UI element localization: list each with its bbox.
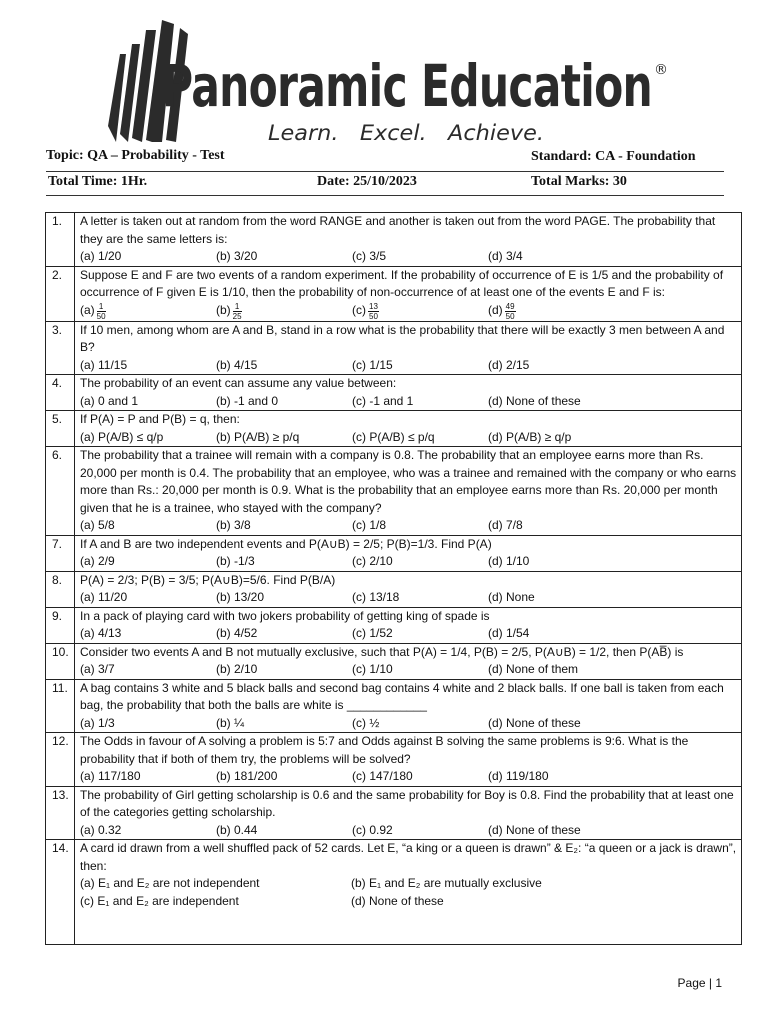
question-body bbox=[75, 447, 742, 536]
question-body bbox=[75, 733, 742, 787]
question-body bbox=[75, 607, 742, 643]
answer-option: (c) 1/52 bbox=[352, 626, 393, 640]
fraction bbox=[97, 302, 106, 321]
answer-option: (b) -1/3 bbox=[216, 554, 255, 568]
answer-option: (a) 2/9 bbox=[80, 554, 115, 568]
question-number: 6. bbox=[46, 447, 75, 536]
question-text: A card id drawn from a well shuffled pack of 52 cards. Let E, “a king or a queen is drawn” & E₂: “a queen or a jack is drawn”, then: bbox=[80, 841, 737, 873]
answer-option: (c) 1/10 bbox=[352, 662, 393, 676]
question-text: The Odds in favour of A solving a problem is 5:7 and Odds against B solving the same problems is 9:6. What is the probability that if both of them try, the problems will be solved? bbox=[80, 734, 689, 766]
question-row bbox=[46, 733, 742, 787]
question-row bbox=[46, 213, 742, 267]
question-text: A bag contains 3 white and 5 black balls and second bag contains 4 white and 2 black balls. If one ball is taken from each bag, the probability that both the balls are white is ____________ bbox=[80, 680, 724, 712]
question-row bbox=[46, 447, 742, 536]
fraction-numerator: 1 bbox=[97, 302, 106, 312]
answer-option: (d) 3/4 bbox=[488, 249, 523, 263]
option-prefix: (a) bbox=[80, 303, 95, 318]
question-number: 9. bbox=[46, 607, 75, 643]
answer-option: (a) 4/13 bbox=[80, 626, 122, 640]
answer-option: (d) None of these bbox=[351, 893, 444, 908]
question-body bbox=[75, 213, 742, 267]
question-body bbox=[75, 786, 742, 840]
option-row bbox=[80, 893, 737, 911]
option-row bbox=[80, 357, 737, 375]
question-row bbox=[46, 786, 742, 840]
question-row bbox=[46, 375, 742, 411]
question-body bbox=[75, 643, 742, 679]
answer-option bbox=[216, 302, 352, 321]
answer-option: (b) 3/20 bbox=[216, 249, 258, 263]
fraction-numerator: 1 bbox=[233, 302, 242, 312]
question-text: The probability of Girl getting scholarship is 0.6 and the same probability for Boy is 0.8. Find the probability that at least one of the categories getting scholarship. bbox=[80, 787, 734, 819]
answer-option: (a) 1/3 bbox=[80, 715, 115, 730]
question-text: P(A) = 2/3; P(B) = 3/5; P(A∪B)=5/6. Find P(B/A) bbox=[80, 572, 336, 587]
question-number: 7. bbox=[46, 535, 75, 571]
answer-option: (a) 3/7 bbox=[80, 662, 115, 676]
question-row bbox=[46, 535, 742, 571]
test-date: Date: 25/10/2023 bbox=[317, 174, 417, 189]
answer-option: (d) 1/54 bbox=[488, 626, 530, 640]
fraction-denominator: 50 bbox=[505, 311, 515, 321]
question-body bbox=[75, 266, 742, 321]
option-prefix: (d) bbox=[488, 303, 503, 318]
brand-logo bbox=[100, 14, 680, 146]
question-body bbox=[75, 571, 742, 607]
option-row bbox=[80, 875, 737, 893]
answer-option: (a) 0.32 bbox=[80, 822, 122, 837]
question-body bbox=[75, 375, 742, 411]
fraction-numerator: 49 bbox=[505, 301, 515, 311]
question-text: In a pack of playing card with two jokers probability of getting king of spade is bbox=[80, 608, 490, 623]
header-divider bbox=[46, 171, 724, 172]
answer-option: (a) 11/20 bbox=[80, 590, 128, 604]
question-body bbox=[75, 840, 742, 945]
answer-option: (d) P(A/B) ≥ q/p bbox=[488, 429, 572, 444]
question-row bbox=[46, 607, 742, 643]
question-number: 13. bbox=[46, 786, 75, 840]
option-prefix: (b) bbox=[216, 303, 231, 318]
fraction-denominator: 50 bbox=[369, 311, 378, 321]
answer-option: (b) 2/10 bbox=[216, 662, 258, 676]
answer-option: (a) 0 and 1 bbox=[80, 393, 139, 408]
question-number: 12. bbox=[46, 733, 75, 787]
registered-mark: ® bbox=[654, 62, 668, 78]
question-row bbox=[46, 266, 742, 321]
answer-option: (d) None of them bbox=[488, 662, 579, 676]
option-row bbox=[80, 429, 737, 447]
answer-option: (b) 0.44 bbox=[216, 822, 258, 837]
header-divider-bottom bbox=[46, 195, 724, 196]
answer-option: (d) 119/180 bbox=[488, 769, 549, 783]
answer-option: (a) 5/8 bbox=[80, 518, 115, 532]
question-number: 2. bbox=[46, 266, 75, 321]
answer-option: (c) ½ bbox=[352, 715, 380, 730]
answer-option: (d) 2/15 bbox=[488, 357, 530, 372]
answer-option: (c) 13/18 bbox=[352, 590, 400, 604]
question-text: The probability of an event can assume any value between: bbox=[80, 376, 397, 390]
question-row bbox=[46, 643, 742, 679]
total-marks: Total Marks: 30 bbox=[531, 174, 627, 189]
answer-option: (a) P(A/B) ≤ q/p bbox=[80, 429, 164, 444]
answer-option: (b) P(A/B) ≥ p/q bbox=[216, 429, 300, 444]
answer-option: (c) P(A/B) ≤ p/q bbox=[352, 429, 435, 444]
question-text: Consider two events A and B not mutually exclusive, such that P(A) = 1/4, P(B) = 2/5, P(A∪B) = 1/2, then P(AB̅) is bbox=[80, 644, 684, 659]
standard-label: Standard: CA - Foundation bbox=[531, 149, 696, 164]
fraction bbox=[505, 302, 516, 321]
fraction-denominator: 25 bbox=[232, 311, 242, 321]
option-row bbox=[80, 625, 737, 643]
answer-option: (b) 4/15 bbox=[216, 357, 258, 372]
answer-option: (b) 13/20 bbox=[216, 590, 265, 604]
option-prefix: (c) bbox=[352, 303, 366, 318]
question-body bbox=[75, 411, 742, 447]
option-row bbox=[80, 248, 737, 266]
answer-option: (d) 1/10 bbox=[488, 554, 530, 568]
option-row bbox=[80, 822, 737, 840]
question-text: The probability that a trainee will remain with a company is 0.8. The probability that an employee earns more than Rs. 20,000 per month is 0.4. The probability that an employee, who was a trainee and remained with the company or who earns more than Rs.: 20,000 per month is 0.9. What is the probability that an employee earns more than Rs. 20,000 per month given that he is a trainee, who stayed with the company? bbox=[80, 448, 737, 515]
option-row bbox=[80, 661, 737, 679]
answer-option: (a) E₁ and E₂ are not independent bbox=[80, 876, 260, 890]
option-row bbox=[80, 393, 737, 411]
fraction-denominator: 50 bbox=[96, 311, 106, 321]
option-row bbox=[80, 553, 737, 571]
question-number: 11. bbox=[46, 679, 75, 733]
answer-option: (c) E₁ and E₂ are independent bbox=[80, 893, 239, 908]
answer-option: (b) 4/52 bbox=[216, 626, 258, 640]
question-number: 4. bbox=[46, 375, 75, 411]
question-number: 1. bbox=[46, 213, 75, 267]
answer-option: (c) 147/180 bbox=[352, 769, 413, 783]
answer-option: (d) None of these bbox=[488, 393, 581, 408]
question-number: 14. bbox=[46, 840, 75, 945]
option-row bbox=[80, 589, 737, 607]
question-text: Suppose E and F are two events of a random experiment. If the probability of occurrence of E is 1/5 and the probability of occurrence of F given E is 1/10, then the probability of non-occurrence of at least one of the events E and F is: bbox=[80, 267, 724, 299]
answer-option: (b) 181/200 bbox=[216, 769, 278, 783]
answer-option: (d) None of these bbox=[488, 715, 581, 730]
answer-option: (c) -1 and 1 bbox=[352, 393, 414, 408]
question-text: If P(A) = P and P(B) = q, then: bbox=[80, 412, 240, 426]
brand-tagline: Learn. Excel. Achieve. bbox=[268, 121, 544, 145]
question-text: If 10 men, among whom are A and B, stand in a row what is the probability that there will be exactly 3 men between A and B? bbox=[80, 322, 725, 354]
answer-option: (a) 117/180 bbox=[80, 769, 141, 783]
question-row bbox=[46, 679, 742, 733]
answer-option: (c) 0.92 bbox=[352, 822, 393, 837]
option-row bbox=[80, 302, 737, 321]
question-row bbox=[46, 411, 742, 447]
question-number: 8. bbox=[46, 571, 75, 607]
answer-option: (b) 3/8 bbox=[216, 518, 251, 532]
question-row bbox=[46, 571, 742, 607]
topic-label: Topic: QA – Probability - Test bbox=[46, 148, 225, 163]
question-number: 5. bbox=[46, 411, 75, 447]
question-body bbox=[75, 321, 742, 375]
answer-option: (d) None bbox=[488, 590, 535, 604]
question-text: A letter is taken out at random from the word RANGE and another is taken out from the word PAGE. The probability that they are the same letters is: bbox=[80, 214, 716, 246]
answer-option: (b) ¼ bbox=[216, 715, 245, 730]
answer-option: (c) 1/8 bbox=[352, 518, 387, 532]
answer-option: (d) 7/8 bbox=[488, 518, 523, 532]
page-number: Page | 1 bbox=[677, 976, 722, 990]
option-row bbox=[80, 768, 737, 786]
answer-option: (b) -1 and 0 bbox=[216, 393, 279, 408]
question-row bbox=[46, 840, 742, 945]
answer-option: (d) None of these bbox=[488, 822, 581, 837]
fraction-numerator: 13 bbox=[369, 301, 378, 311]
answer-option: (a) 1/20 bbox=[80, 249, 122, 263]
answer-option bbox=[488, 302, 608, 321]
answer-option: (c) 1/15 bbox=[352, 357, 393, 372]
questions-body bbox=[46, 213, 742, 945]
option-row bbox=[80, 715, 737, 733]
answer-option: (c) 2/10 bbox=[352, 554, 393, 568]
total-time: Total Time: 1Hr. bbox=[48, 174, 148, 189]
question-number: 10. bbox=[46, 643, 75, 679]
answer-option bbox=[352, 302, 488, 321]
question-text: If A and B are two independent events and P(A∪B) = 2/5; P(B)=1/3. Find P(A) bbox=[80, 536, 492, 551]
answer-option: (b) E₁ and E₂ are mutually exclusive bbox=[351, 876, 542, 890]
answer-option: (a) 11/15 bbox=[80, 357, 128, 372]
fraction bbox=[233, 302, 242, 321]
question-body bbox=[75, 679, 742, 733]
brand-name: Panoramic Education bbox=[162, 52, 652, 120]
answer-option bbox=[80, 302, 216, 321]
questions-table bbox=[45, 212, 742, 945]
question-number: 3. bbox=[46, 321, 75, 375]
question-body bbox=[75, 535, 742, 571]
question-row bbox=[46, 321, 742, 375]
answer-option: (c) 3/5 bbox=[352, 249, 387, 263]
answer-space bbox=[80, 910, 737, 944]
option-row bbox=[80, 517, 737, 535]
fraction bbox=[368, 302, 379, 321]
